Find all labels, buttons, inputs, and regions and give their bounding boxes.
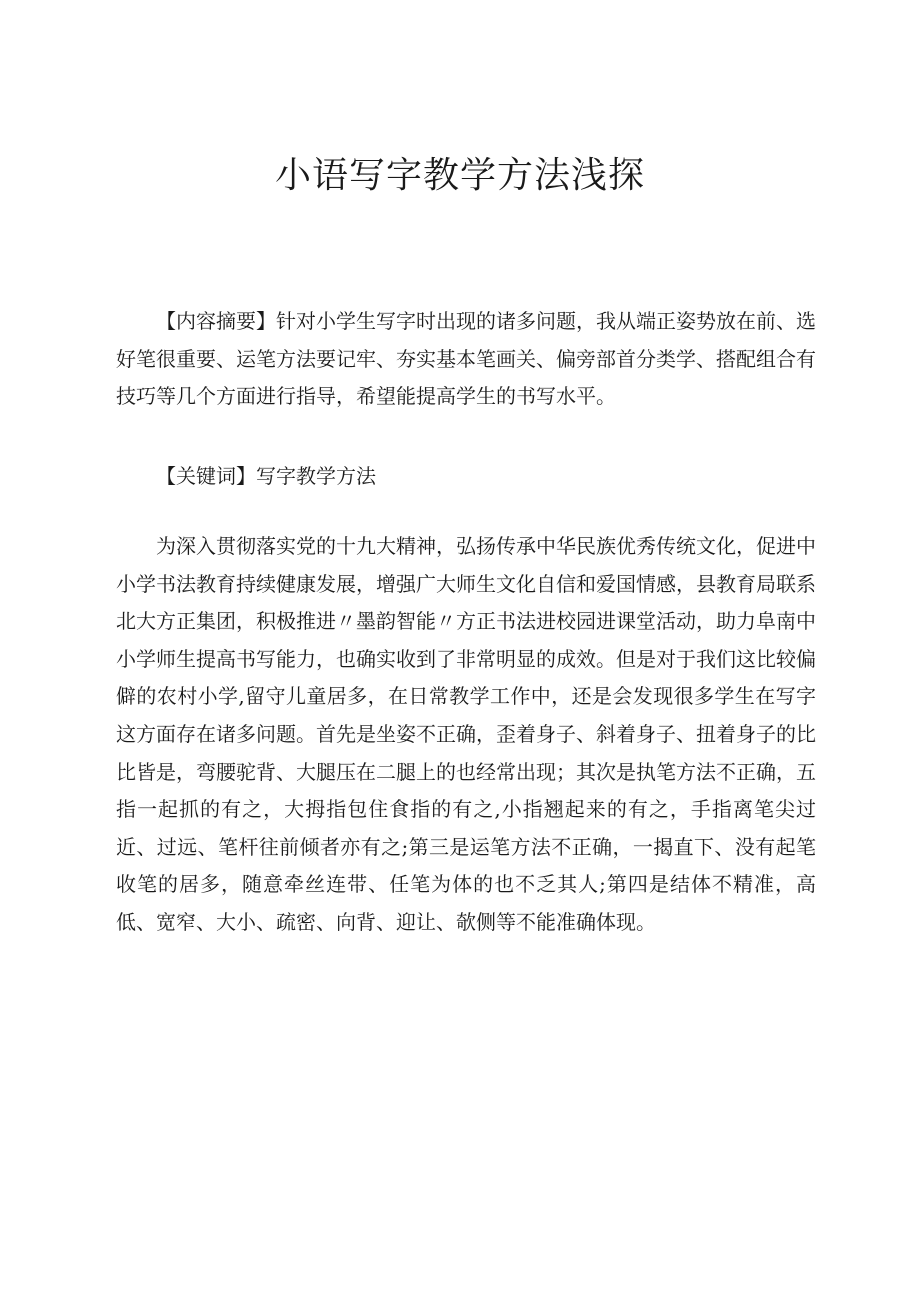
abstract-text: 针对小学生写字时出现的诸多问题，我从端正姿势放在前、选好笔很重要、运笔方法要记牢、夯实基本笔画关、偏旁部首分类学、搭配组合有技巧等几个方面进行指导，希望能提高学生的书写水平。	[116, 309, 816, 409]
abstract-label: 【内容摘要】	[156, 309, 276, 333]
abstract-paragraph	[116, 303, 816, 416]
page-title: 小语写字教学方法浅探	[274, 155, 645, 196]
body-paragraph: 为深入贯彻落实党的十九大精神，弘扬传承中华民族优秀传统文化，促进中小学书法教育持续健康发展，增强广大师生文化自信和爱国情感，县教育局联系北大方正集团，积极推进〃墨韵智能〃方正书法进校园进课堂活动，助力阜南中小学师生提高书写能力，也确实收到了非常明显的成效。但是对于我们这比较偏僻的农村小学,留守儿童居多，在日常教学工作中，还是会发现很多学生在写字这方面存在诸多问题。首先是坐姿不正确，歪着身子、斜着身子、扭着身子的比比皆是，弯腰驼背、大腿压在二腿上的也经常出现；其次是执笔方法不正确，五指一起抓的有之，大拇指包住食指的有之,小指翘起来的有之，手指离笔尖过近、过远、笔杆往前倾者亦有之;第三是运笔方法不正确，一揭直下、没有起笔收笔的居多，随意牵丝连带、任笔为体的也不乏其人;第四是结体不精准，高低、宽窄、大小、疏密、向背、迎让、欹侧等不能准确体现。	[116, 534, 816, 934]
keywords-label: 【关键词】	[156, 464, 256, 488]
keywords-text: 写字教学方法	[256, 464, 376, 488]
keywords-paragraph	[116, 458, 816, 496]
